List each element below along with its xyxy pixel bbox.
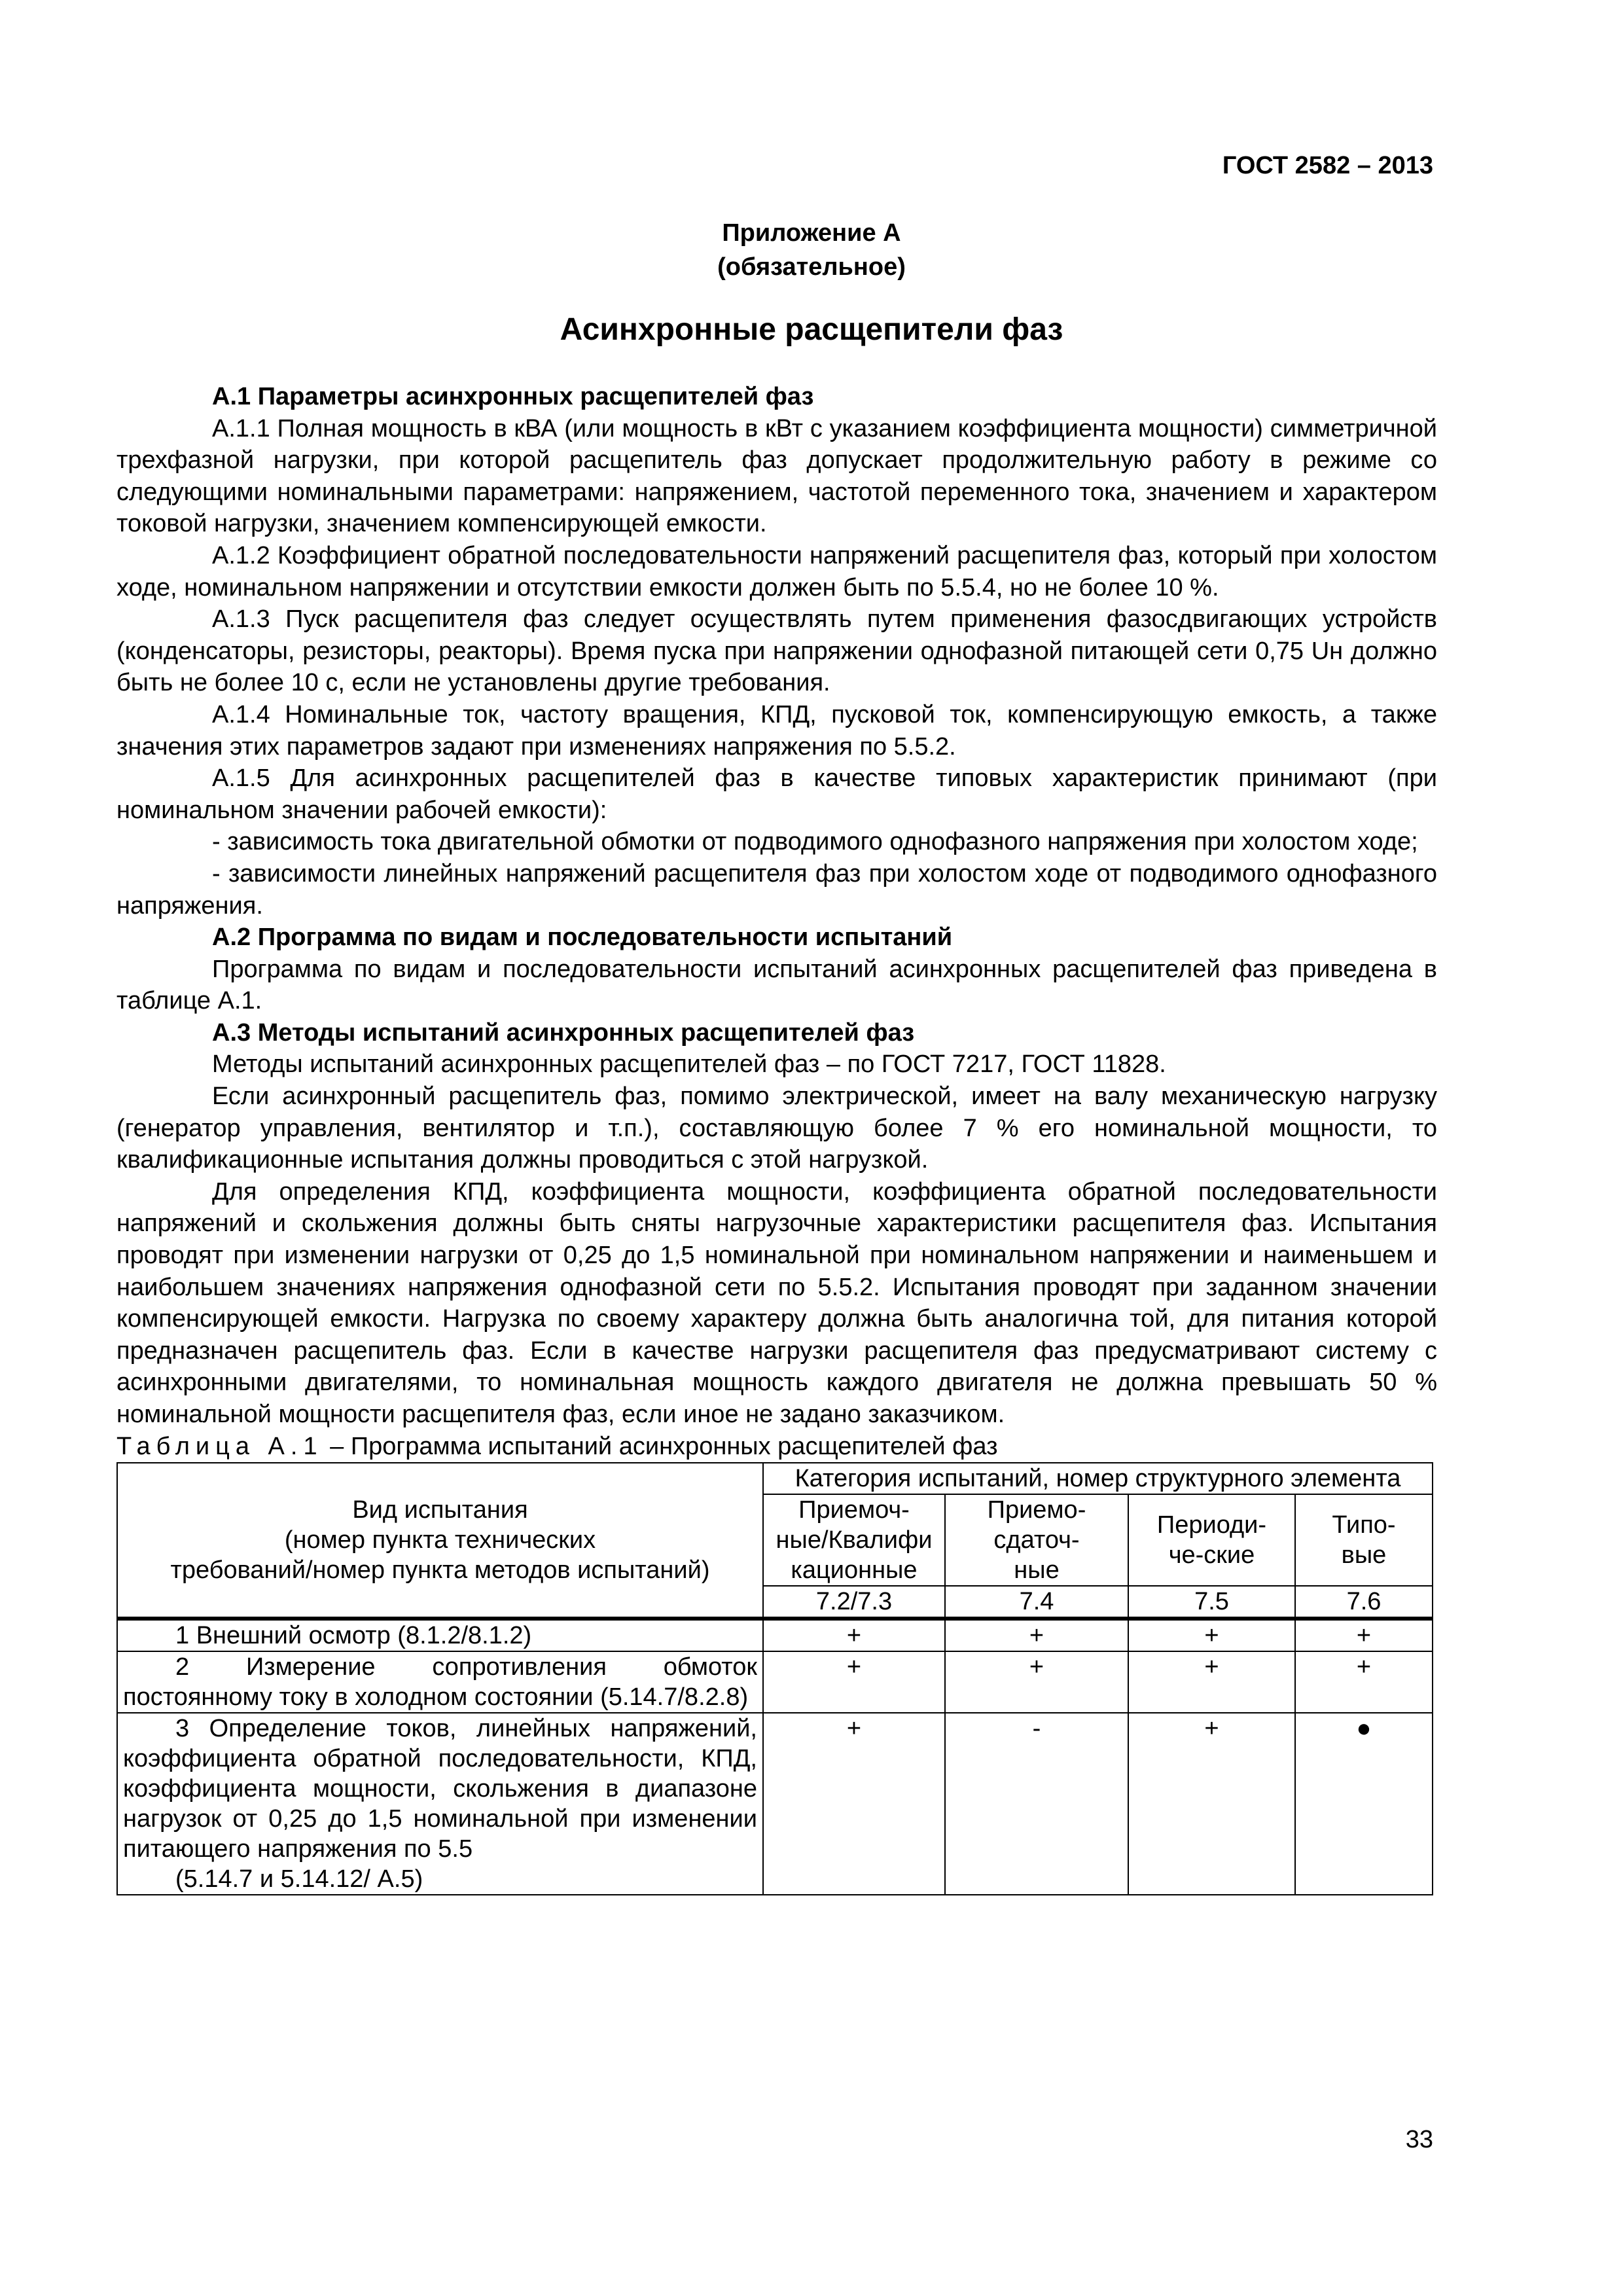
row-2-mark-1: + [763, 1651, 945, 1713]
table-head-col-1: Приемоч- ные/Квалифи кационные [763, 1494, 945, 1586]
row-3-name: 3 Определение токов, линейных напряжений, коэффициента обратной последовательности, КПД, коэффициента мощности, скольжения в диапазоне нагрузок от 0,25 до 1,5 номинальной при изменении питающего напряжения по 5.5 [123, 1714, 757, 1863]
appendix-title: Приложение А [722, 219, 901, 247]
table-row [117, 1651, 1433, 1713]
paragraph-a3-1: Методы испытаний асинхронных расщепителей фаз – по ГОСТ 7217, ГОСТ 11828. [212, 1050, 1166, 1079]
row-1-mark-3: + [1128, 1619, 1295, 1651]
table-row [117, 1619, 1433, 1651]
paragraph-a15: А.1.5 Для асинхронных расщепителей фаз в качестве типовых характеристик принимают (при номинальном значении рабочей емкости): [116, 764, 1437, 824]
table-row [117, 1713, 1433, 1895]
row-3-mark-1: + [763, 1713, 945, 1895]
paragraph-a2: Программа по видам и последовательности испытаний асинхронных расщепителей фаз приведена в таблице А.1. [116, 955, 1437, 1015]
row-3-mark-2: - [945, 1713, 1128, 1895]
section-heading-a1: А.1 Параметры асинхронных расщепителей фаз [212, 383, 814, 410]
main-title: Асинхронные расщепители фаз [560, 312, 1063, 347]
table-code-col-2: 7.4 [945, 1586, 1128, 1619]
section-heading-a3: А.3 Методы испытаний асинхронных расщепителей фаз [212, 1018, 915, 1047]
page-number: 33 [1405, 2126, 1433, 2153]
table-head-test-type: Вид испытания (номер пункта технических требований/номер пункта методов испытаний) [117, 1463, 763, 1619]
section-heading-a2: А.2 Программа по видам и последовательности испытаний [212, 924, 953, 952]
row-2-mark-3: + [1128, 1651, 1295, 1713]
table-head-col-4: Типо- вые [1295, 1494, 1433, 1586]
row-3-mark-3: + [1128, 1713, 1295, 1895]
list-item-1: - зависимость тока двигательной обмотки от подводимого однофазного напряжения при холостом ходе; [212, 828, 1418, 856]
table-code-col-1: 7.2/7.3 [763, 1586, 945, 1619]
paragraph-a13: А.1.3 Пуск расщепителя фаз следует осуществлять путем применения фазосдвигающих устройств (конденсаторы, резисторы, реакторы). Время пуска при напряжении однофазной питающей сети 0,75 Uн должно быть не более 10 с, если не установлены другие требования. [116, 605, 1437, 697]
row-3-cell [117, 1713, 763, 1895]
paragraph-a3-3: Для определения КПД, коэффициента мощности, коэффициента обратной последовательности напряжений и скольжения должны быть сняты нагрузочные характеристики расщепителя фаз. Испытания проводят при изменении нагрузки от 0,25 до 1,5 номинальной при номинальном напряжении и наименьшем и наибольшем значениях напряжения однофазной сети по 5.5.2. Испытания проводят при заданном значении компенсирующей емкости. Нагрузка по своему характеру должна быть аналогична той, для питания которой предназначен расщепитель фаз. Если в качестве нагрузки расщепителя фаз предусматривают систему с асинхронными двигателями, то номинальная мощность каждого двигателя не должна превышать 50 % номинальной мощности расщепителя фаз, если иное не задано заказчиком. [116, 1177, 1437, 1428]
table-caption [116, 1431, 1437, 1462]
test-program-table [116, 1462, 1433, 1895]
table-head-col-2: Приемо- сдаточ- ные [945, 1494, 1128, 1586]
paragraph-a3-2: Если асинхронный расщепитель фаз, помимо электрической, имеет на валу механическую нагрузку (генератор управления, вентилятор и т.п.), составляющую более 7 % его номинальной мощности, то квалификационные испытания должны проводиться с этой нагрузкой. [116, 1083, 1437, 1174]
table-caption-text: – Программа испытаний асинхронных расщепителей фаз [323, 1432, 998, 1460]
paragraph-a14: А.1.4 Номинальные ток, частоту вращения, КПД, пусковой ток, компенсирующую емкость, а также значения этих параметров задают при изменениях напряжения по 5.5.2. [116, 700, 1437, 761]
appendix-heading [0, 216, 1623, 284]
row-2-name: 2 Измерение сопротивления обмоток постоянному току в холодном состоянии (5.14.7/8.2.8) [117, 1651, 763, 1713]
table-caption-prefix: Таблица А.1 [116, 1432, 323, 1460]
standard-header: ГОСТ 2582 – 2013 [1222, 152, 1433, 179]
table-head-category: Категория испытаний, номер структурного элемента [763, 1463, 1433, 1494]
table-head-col-3: Периоди- че-ские [1128, 1494, 1295, 1586]
list-item-2: - зависимости линейных напряжений расщепителя фаз при холостом ходе от подводимого однофазного напряжения. [116, 859, 1437, 920]
row-1-name: 1 Внешний осмотр (8.1.2/8.1.2) [117, 1619, 763, 1651]
row-1-mark-2: + [945, 1619, 1128, 1651]
row-3-name-extra: (5.14.7 и 5.14.12/ А.5) [175, 1865, 423, 1893]
table-code-col-3: 7.5 [1128, 1586, 1295, 1619]
row-2-mark-4: + [1295, 1651, 1433, 1713]
paragraph-a11: А.1.1 Полная мощность в кВА (или мощность в кВт с указанием коэффициента мощности) симметричной трехфазной нагрузки, при которой расщепитель фаз допускает продолжительную работу в режиме со следующими номинальными параметрами: напряжением, частотой переменного тока, значением и характером токовой нагрузки, значением компенсирующей емкости. [116, 414, 1437, 538]
document-body [116, 381, 1437, 1895]
row-1-mark-1: + [763, 1619, 945, 1651]
table-code-col-4: 7.6 [1295, 1586, 1433, 1619]
paragraph-a12: А.1.2 Коэффициент обратной последовательности напряжений расщепителя фаз, который при холостом ходе, номинальном напряжении и отсутствии емкости должен быть по 5.5.4, но не более 10 %. [116, 541, 1437, 601]
appendix-subtitle: (обязательное) [717, 253, 906, 281]
row-2-mark-2: + [945, 1651, 1128, 1713]
row-3-mark-4: ● [1295, 1713, 1433, 1895]
row-1-mark-4: + [1295, 1619, 1433, 1651]
